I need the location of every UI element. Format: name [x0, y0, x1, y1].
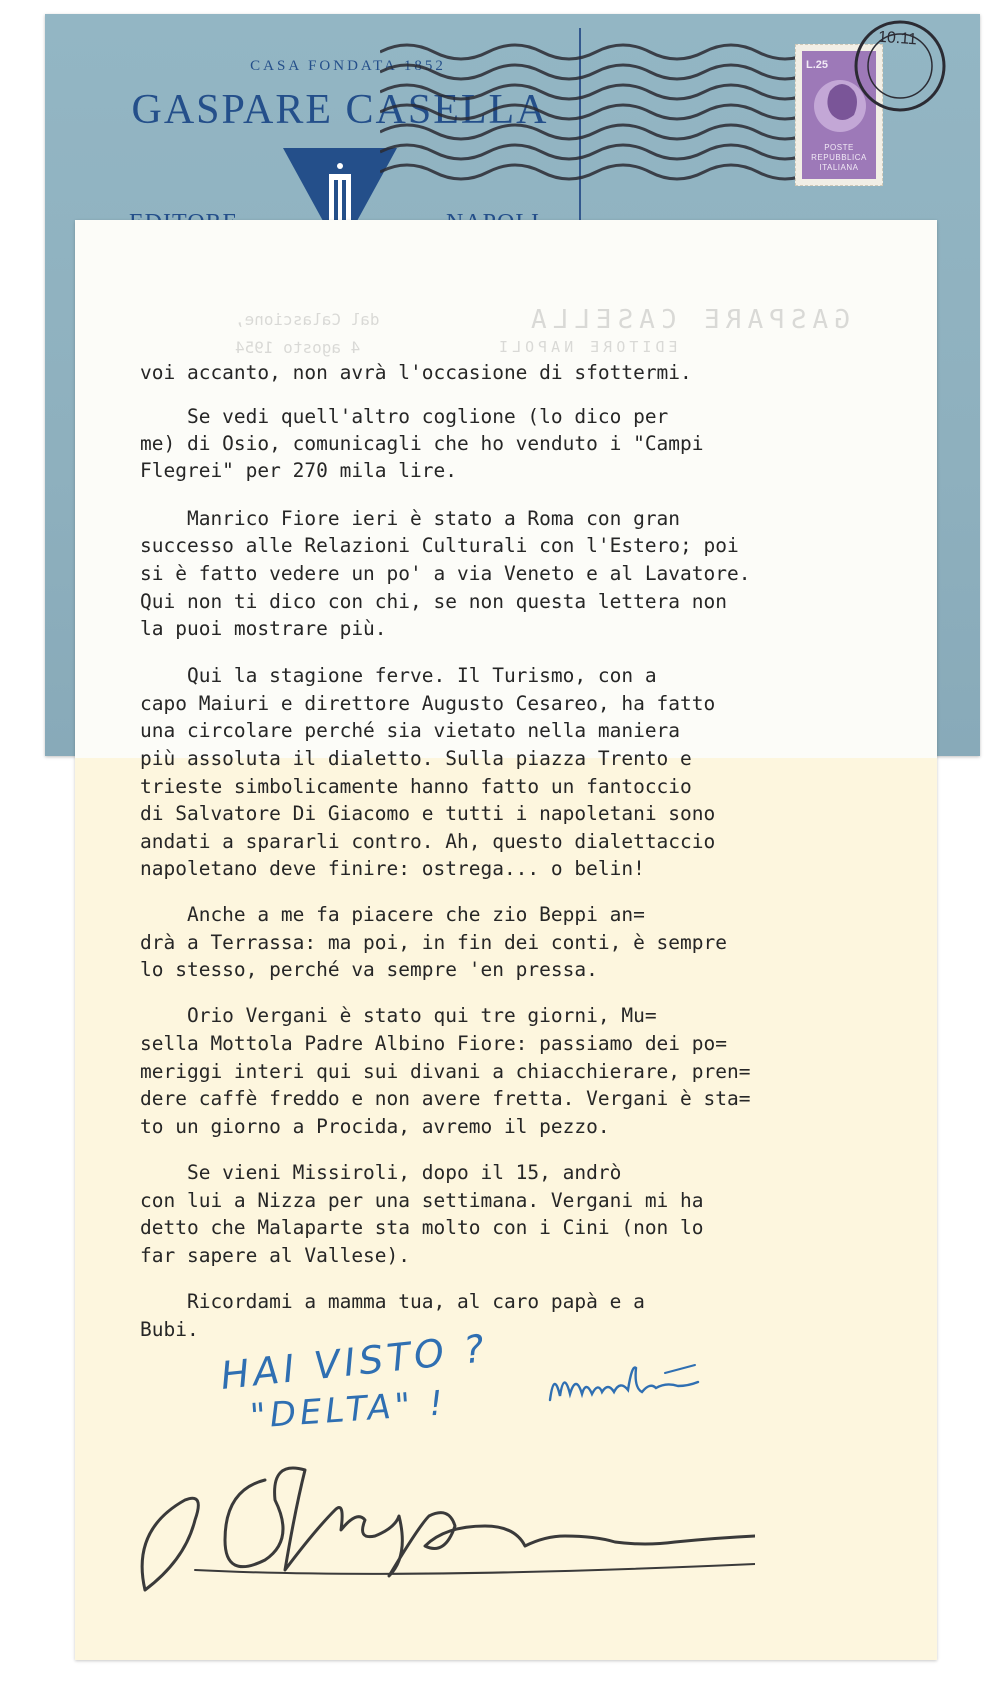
body-line-17: napoletano deve finire: ostrega... o belin!	[140, 857, 645, 880]
body-line-13: più assoluta il dialetto. Sulla piazza Trento e	[140, 747, 692, 770]
publisher-name: GASPARE CASELLA	[131, 87, 549, 133]
body-line-22: sella Mottola Padre Albino Fiore: passiamo dei po=	[140, 1032, 727, 1055]
body-line-12: una circolare perché sia vietato nella maniera	[140, 719, 681, 742]
body-line-31: Bubi.	[140, 1318, 199, 1341]
stamp-text-line1: POSTE	[824, 143, 854, 152]
body-line-8: Qui non ti dico con chi, se non questa lettera non	[140, 590, 727, 613]
body-line-6: successo alle Relazioni Culturali con l'Estero; poi	[140, 534, 739, 557]
body-line-3: me) di Osio, comunicagli che ho venduto i "Campi	[140, 432, 704, 455]
body-line-11: capo Maiuri e direttore Augusto Cesareo, ha fatto	[140, 692, 716, 715]
reverse-letterhead-sub: EDITORE NAPOLI	[495, 338, 678, 356]
body-line-7: si è fatto vedere un po' a via Veneto e al Lavatore.	[140, 562, 751, 585]
signature-manrico	[545, 1355, 735, 1415]
body-line-10: Qui la stagione ferve. Il Turismo, con a	[140, 664, 657, 687]
reverse-date: 4 agosto 1954	[235, 338, 361, 357]
body-line-21: Orio Vergani è stato qui tre giorni, Mu=	[140, 1004, 657, 1027]
body-line-30: Ricordami a mamma tua, al caro papà e a	[140, 1290, 645, 1313]
stamp-text-line2: REPUBBLICA	[811, 153, 867, 162]
stamp-value: L.25	[806, 59, 829, 71]
body-line-1: voi accanto, non avrà l'occasione di sfottermi.	[140, 361, 692, 384]
handwritten-note-line1: HAI VISTO ?	[218, 1326, 491, 1398]
postmark-date: 10.11	[877, 28, 918, 49]
letter-body	[140, 220, 920, 1341]
body-line-24: dere caffè freddo e non avere fretta. Vergani è sta=	[140, 1087, 751, 1110]
body-line-18: Anche a me fa piacere che zio Beppi an=	[140, 903, 645, 926]
body-line-28: detto che Malaparte sta molto con i Cini (non lo	[140, 1216, 704, 1239]
body-line-4: Flegrei" per 270 mila lire.	[140, 459, 457, 482]
reverse-place: dal Calascione,	[235, 310, 380, 329]
body-line-27: con lui a Nizza per una settimana. Vergani mi ha	[140, 1189, 704, 1212]
postal-cancellation-lines	[380, 30, 820, 230]
letter-sheet	[75, 220, 937, 1660]
body-line-25: to un giorno a Procida, avremo il pezzo.	[140, 1115, 610, 1138]
body-line-9: la puoi mostrare più.	[140, 617, 387, 640]
handwritten-note-line2: "DELTA" !	[248, 1383, 449, 1437]
body-line-15: di Salvatore Di Giacomo e tutti i napoletani sono	[140, 802, 716, 825]
stamp-text-line3: ITALIANA	[819, 163, 859, 172]
signature-gaspare	[115, 1440, 755, 1610]
body-line-16: andati a spararli contro. Ah, questo dialettaccio	[140, 830, 716, 853]
body-line-14: trieste simbolicamente hanno fatto un fantoccio	[140, 775, 692, 798]
reverse-letterhead-name: GASPARE CASELLA	[525, 305, 850, 335]
body-line-5: Manrico Fiore ieri è stato a Roma con gran	[140, 507, 681, 530]
stamp-text	[802, 143, 876, 173]
body-line-23: meriggi interi qui sui divani a chiacchierare, pren=	[140, 1060, 751, 1083]
body-line-20: lo stesso, perché va sempre 'en pressa.	[140, 958, 598, 981]
body-line-19: drà a Terrassa: ma poi, in fin dei conti, è sempre	[140, 931, 727, 954]
body-line-26: Se vieni Missiroli, dopo il 15, andrò	[140, 1161, 622, 1184]
body-line-2: Se vedi quell'altro coglione (lo dico per	[140, 405, 669, 428]
founded-line: CASA FONDATA 1852	[250, 58, 446, 74]
body-line-29: far sapere al Vallese).	[140, 1244, 411, 1267]
